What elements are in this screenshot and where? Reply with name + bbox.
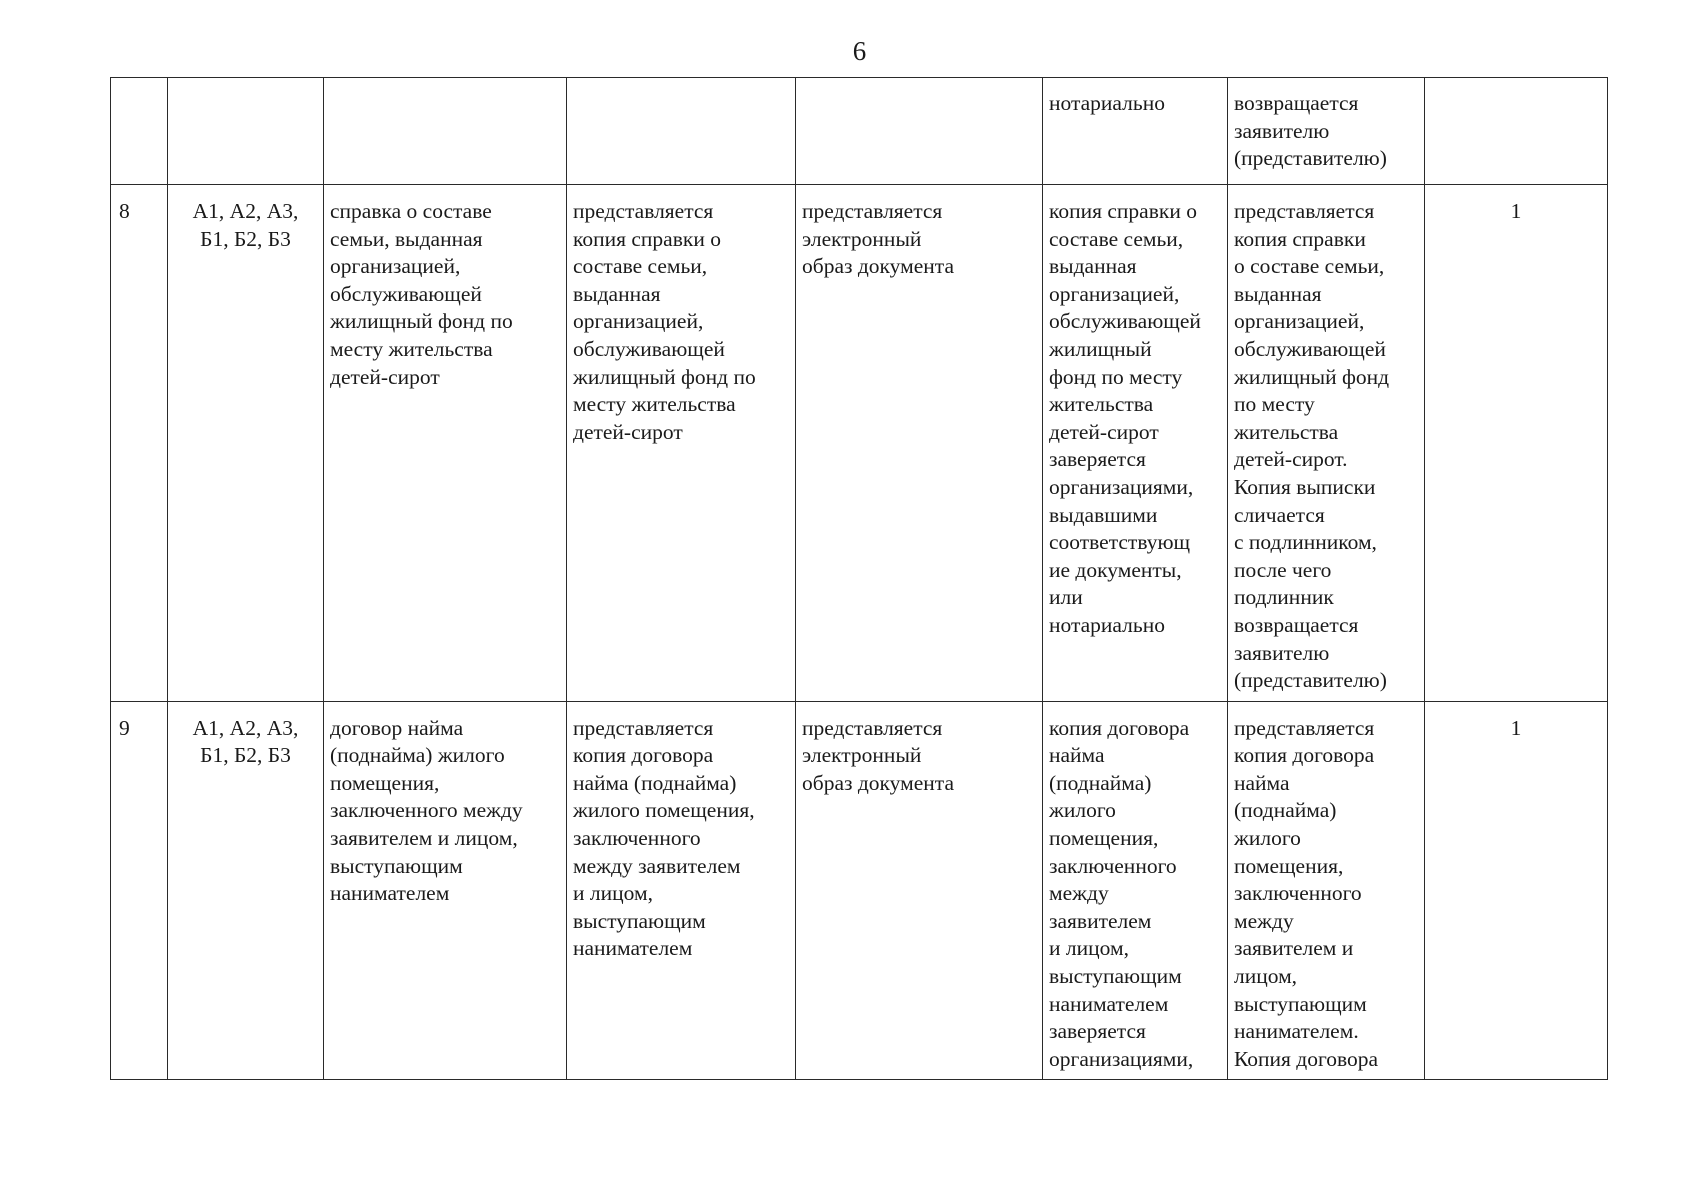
table-row bbox=[111, 701, 1608, 1080]
row-number-cell: 9 bbox=[111, 701, 168, 1080]
quantity-cell: 1 bbox=[1425, 701, 1608, 1080]
paper-submission-cell: представляется копия справки о составе семьи, выданная организацией, обслуживающей жилищный фонд по месту жительства детей-сирот bbox=[567, 185, 796, 702]
in-person-submission-cell: возвращается заявителю (представителю) bbox=[1228, 78, 1425, 185]
electronic-submission-cell bbox=[796, 78, 1043, 185]
row-number-cell: 8 bbox=[111, 185, 168, 702]
electronic-submission-cell: представляется электронный образ документа bbox=[796, 185, 1043, 702]
quantity-cell: 1 bbox=[1425, 185, 1608, 702]
document-name-cell: справка о составе семьи, выданная организацией, обслуживающей жилищный фонд по месту жительства детей-сирот bbox=[324, 185, 567, 702]
certification-requirements-cell: копия договора найма (поднайма) жилого помещения, заключенного между заявителем и лицом, выступающим нанимателем заверяется организациями, bbox=[1043, 701, 1228, 1080]
categories-cell: А1, А2, А3, Б1, Б2, Б3 bbox=[168, 701, 324, 1080]
quantity-cell bbox=[1425, 78, 1608, 185]
in-person-submission-cell: представляется копия справки о составе семьи, выданная организацией, обслуживающей жилищный фонд по месту жительства детей-сирот. Копия выписки сличается с подлинником, после чего подлинник возвращается заявителю (представителю) bbox=[1228, 185, 1425, 702]
documents-table bbox=[110, 77, 1608, 1080]
certification-requirements-cell: нотариально bbox=[1043, 78, 1228, 185]
paper-submission-cell: представляется копия договора найма (поднайма) жилого помещения, заключенного между заявителем и лицом, выступающим нанимателем bbox=[567, 701, 796, 1080]
categories-cell bbox=[168, 78, 324, 185]
in-person-submission-cell: представляется копия договора найма (поднайма) жилого помещения, заключенного между заявителем и лицом, выступающим нанимателем. Копия договора bbox=[1228, 701, 1425, 1080]
document-name-cell bbox=[324, 78, 567, 185]
table-row bbox=[111, 185, 1608, 702]
electronic-submission-cell: представляется электронный образ документа bbox=[796, 701, 1043, 1080]
certification-requirements-cell: копия справки о составе семьи, выданная организацией, обслуживающей жилищный фонд по месту жительства детей-сирот заверяется организациями, выдавшими соответствующ ие документы, или нотариально bbox=[1043, 185, 1228, 702]
document-name-cell: договор найма (поднайма) жилого помещения, заключенного между заявителем и лицом, выступающим нанимателем bbox=[324, 701, 567, 1080]
categories-cell: А1, А2, А3, Б1, Б2, Б3 bbox=[168, 185, 324, 702]
table-row bbox=[111, 78, 1608, 185]
paper-submission-cell bbox=[567, 78, 796, 185]
row-number-cell bbox=[111, 78, 168, 185]
page-number: 6 bbox=[852, 36, 867, 66]
